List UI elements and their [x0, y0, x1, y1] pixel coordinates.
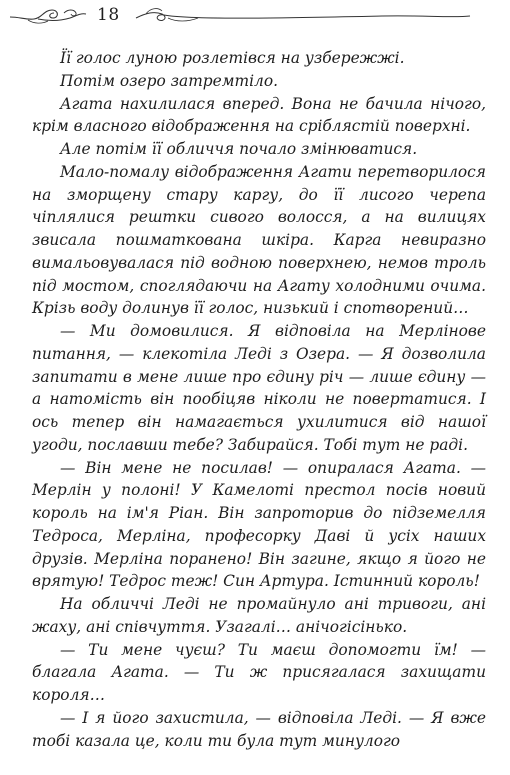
- paragraph: — І я його захистила, — відповіла Леді. — Я вже тобі казала це, коли ти була тут минулого: [32, 708, 486, 750]
- page-number: 18: [97, 5, 120, 25]
- paragraph: На обличчі Леді не промайнуло ані тривоги, ані жаху, ані співчуття. Узагалі… анічогісінько.: [32, 595, 486, 636]
- paragraph: — Ти мене чуєш? Ти маєш допомогти їм! — благала Агата. — Ти ж присягалася захищати короля…: [32, 640, 486, 704]
- left-flourish-ornament: [8, 4, 90, 28]
- paragraph: Її голос луною розлетівся на узбережжі.: [60, 49, 405, 67]
- right-flourish-ornament: [132, 4, 472, 28]
- paragraph: Потім озеро затремтіло.: [60, 71, 278, 90]
- paragraph: Агата нахилилася вперед. Вона не бачила нічого, крім власного відображення на сріблястій поверхні.: [32, 94, 486, 136]
- paragraph: Мало-помалу відображення Агати перетворилося на зморщену стару каргу, до її лисого черепа чіплялися рештки сивого волосся, а на вилицях звисала пошматкована шкіра. Карга невиразно вимальовувалася під водною поверхнею, немов троль під мостом, споглядаючи на Агату холодними очима. Крізь воду долинув її голос, низький і спотворений…: [32, 162, 486, 318]
- paragraph: — Ми домовилися. Я відповіла на Мерлінове питання, — клекотіла Леді з Озера. — Я дозволила запитати в мене лише про єдину річ — лише єдину — а натомість він пообіцяв ніколи не повертатися. І ось тепер він намагається ухилитися від нашої угоди, пославши тебе? Забирайся. Тобі тут не раді.: [32, 322, 486, 454]
- paragraph: — Він мене не посилав! — опиралася Агата. — Мерлін у полоні! У Камелоті престол посів новий король на ім'я Ріан. Він запроторив до підземелля Тедроса, Мерліна, професорку Даві й усіх наших друзів. Мерліна поранено! Він загине, якщо я його не врятую! Тедрос теж! Син Артура. Істинний король!: [32, 458, 486, 591]
- page-header: [0, 0, 510, 40]
- paragraph: Але потім її обличчя почало змінюватися.: [60, 140, 418, 158]
- main-text: [32, 47, 486, 752]
